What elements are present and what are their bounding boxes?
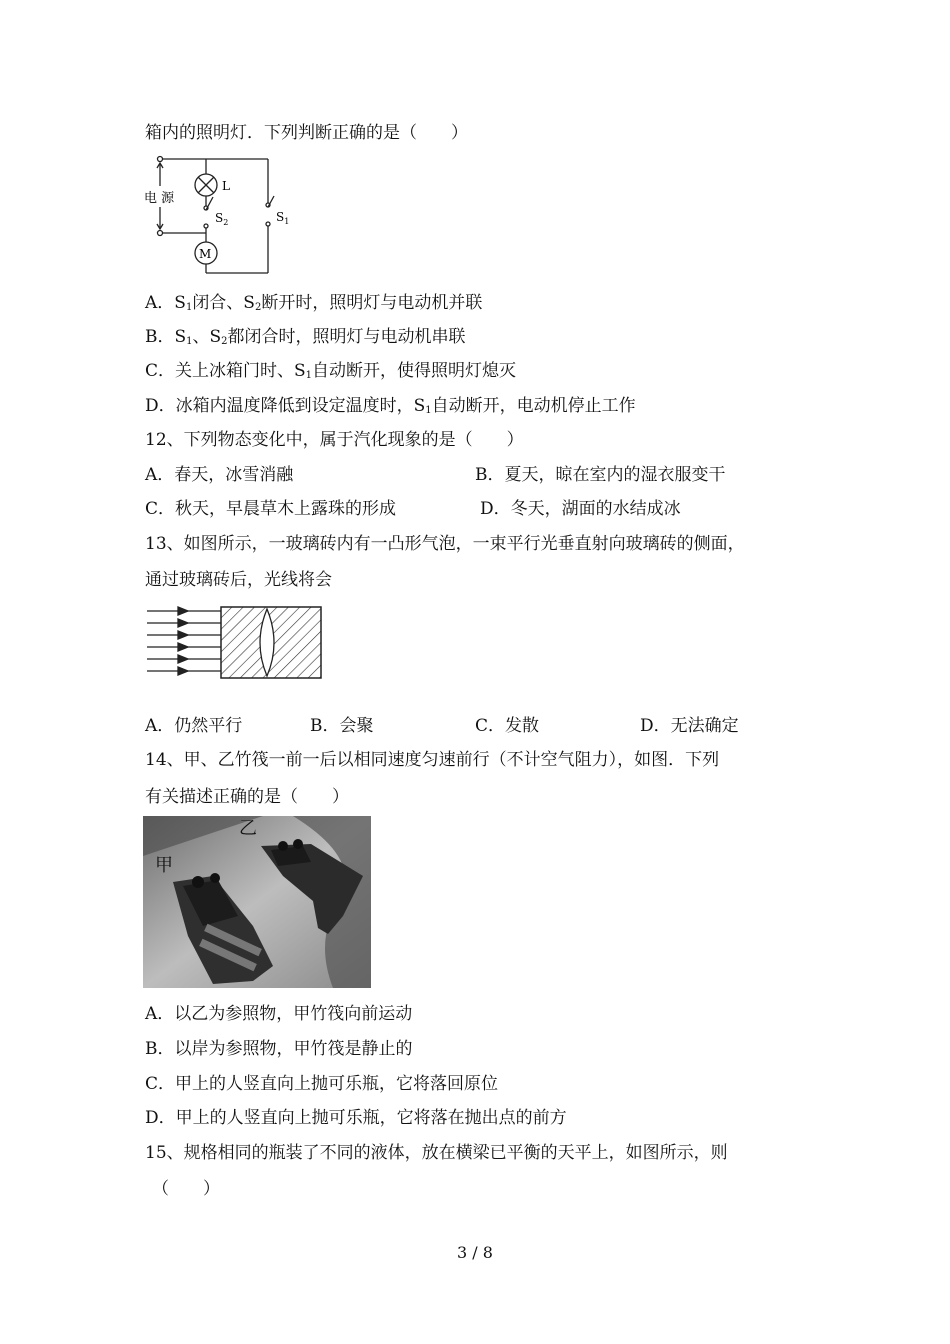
q15-stem-line2: （ ）: [152, 1179, 220, 1199]
q12-option-c: C．秋天，早晨草木上露珠的形成: [145, 499, 397, 519]
q14-stem-line2: 有关描述正确的是（ ）: [145, 787, 349, 807]
page-number: 3 / 8: [457, 1243, 493, 1262]
q13-option-c: C．发散: [475, 716, 540, 736]
lamp-label: L: [222, 179, 230, 193]
circuit-diagram: [142, 152, 292, 278]
q11-option-d: D．冰箱内温度降低到设定温度时，$S_1$自动断开，电动机停止工作: [145, 396, 636, 416]
s1-label: $S_1$: [276, 210, 290, 226]
q14-option-d: D．甲上的人竖直向上抛可乐瓶，它将落在抛出点的前方: [145, 1108, 567, 1128]
q13-option-b: B．会聚: [310, 716, 374, 736]
q14-option-b: B．以岸为参照物，甲竹筏是静止的: [145, 1039, 413, 1059]
q11-option-b: B．$S_1$、$S_2$都闭合时，照明灯与电动机串联: [145, 327, 466, 347]
q13-stem-line2: 通过玻璃砖后，光线将会: [145, 570, 332, 590]
q13-option-d: D．无法确定: [640, 716, 739, 736]
q12-option-d: D．冬天，湖面的水结成冰: [480, 499, 681, 519]
q14-option-a: A．以乙为参照物，甲竹筏向前运动: [145, 1004, 413, 1024]
s2-label: $S_2$: [215, 211, 229, 227]
bamboo-rafts-photo: [143, 816, 371, 988]
q15-stem-line1: 15、规格相同的瓶装了不同的液体，放在横梁已平衡的天平上，如图所示，则: [145, 1143, 728, 1163]
q11-stem: 箱内的照明灯．下列判断正确的是（ ）: [145, 123, 468, 143]
glass-brick-diagram: [145, 603, 325, 683]
q13-option-a: A．仍然平行: [145, 716, 243, 736]
motor-label: M: [199, 247, 212, 261]
q12-stem: 12、下列物态变化中，属于汽化现象的是（ ）: [145, 430, 524, 450]
label-jia: 甲: [155, 855, 173, 876]
source-label: 电 源: [144, 191, 175, 206]
q13-stem-line1: 13、如图所示，一玻璃砖内有一凸形气泡，一束平行光垂直射向玻璃砖的侧面，: [145, 534, 745, 554]
q11-option-c: C．关上冰箱门时、$S_1$自动断开，使得照明灯熄灭: [145, 361, 517, 381]
q11-option-a: A．$S_1$闭合、$S_2$断开时，照明灯与电动机并联: [145, 293, 483, 313]
q14-option-c: C．甲上的人竖直向上抛可乐瓶，它将落回原位: [145, 1074, 499, 1094]
q12-option-a: A．春天，冰雪消融: [145, 465, 294, 485]
label-yi: 乙: [239, 818, 257, 839]
q14-stem-line1: 14、甲、乙竹筏一前一后以相同速度匀速前行（不计空气阻力），如图．下列: [145, 750, 720, 770]
q12-option-b: B．夏天，晾在室内的湿衣服变干: [475, 465, 726, 485]
